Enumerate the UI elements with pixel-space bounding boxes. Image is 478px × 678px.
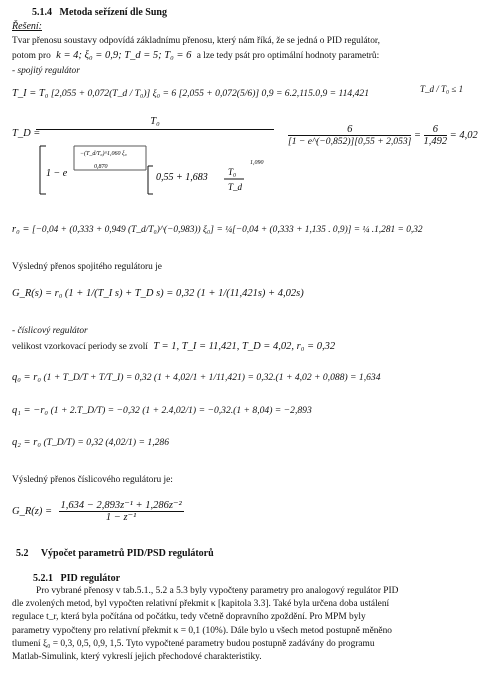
svg-text:T_d: T_d [228,182,243,192]
paragraph-line: parametry vypočteny pro relativní překmit κ = 0,1 (10%). Dále bylo u všech metod postupně měněno [12,625,392,636]
equation-q1: q₁ = −r₀ (1 + 2.T_D/T) = −0,32 (1 + 2.4,02/1) = −0,32.(1 + 8,04) = −2,893 [12,405,312,416]
section-heading-52: 5.2 Výpočet parametrů PID/PSD regulátorů [16,548,214,559]
intro-line-1: Tvar přenosu soustavy odpovídá základnímu přenosu, který nám říká, že se jedná o PID regulátor, [12,36,381,46]
continuous-transfer-label: Výsledný přenos spojitého regulátoru je [12,262,162,272]
svg-text:1 − e: 1 − e [46,168,68,179]
paragraph-line: Matlab-Simulink, který vykreslí jejich přechodové charakteristiky. [12,652,262,663]
q2-result: = 1,286 [138,437,170,448]
equation-ti: T_I = T₀ [2,055 + 0,072(T_d / T₀)] ξ₀ = 6 [2,055 + 0,072(5/6)] 0,9 = 6.2,115.0,9 = 114,421 [12,88,370,99]
body-paragraph [12,585,459,664]
equation-q2: q₂ = r₀ (T_D/T) = 0,32 (4,02/1) = 1,286 [12,437,170,448]
sampling-values: T = 1, T_I = 11,421, T_D = 4,02, r₀ = 0,32 [153,341,336,352]
svg-text:T₀: T₀ [228,167,237,177]
section-heading-514 [32,7,167,18]
r0-result: = ¼[−0,04 + (0,333 + 1,135 . 0,9)] = ¼ .1,281 = 0,32 [216,225,423,235]
paragraph-line: regulace t_r, která byla počítána od počátku, tedy včetně dopravního zpoždění. Pro MPM byly [12,612,366,623]
equation-gr-z: G_R(z) = $\frac{\text{1,634 − 2,893z⁻¹ + 1,286z⁻²}}{\text{1 − z⁻¹}}$ [12,500,182,523]
intro-line-2: potom pro k = 4; ξ₀ = 0,9; T_d = 5; T₀ = 6 a lze tedy psát pro optimální hodnoty parametrů: [12,50,380,61]
equation-gr-s: G_R(s) = r₀ (1 + 1/(T_I s) + T_D s) = 0,32 (1 + 1/(11,421s) + 4,02s) [12,288,304,299]
q0-result: = 0,32.(1 + 4,02 + 0,088) = 1,634 [247,372,381,383]
paragraph-line: dle zvolených metod, byl vypočten relativní překmit κ [kapitola 3.3]. Také byla určena doba ustálení [12,599,390,610]
equation-q0: q₀ = r₀ (1 + T_D/T + T/T_I) = 0,32 (1 + 4,02/1 + 1/11,421) = 0,32.(1 + 4,02 + 0,088) = 1,634 [12,372,381,383]
svg-text:1,090: 1,090 [250,160,264,166]
equation-td-fraction: T₀ [36,116,274,130]
solution-label: Řešení: [12,21,42,32]
equation-r0: r₀ = [−0,04 + (0,333 + 0,949 (T_d/T₀)^(−0,983)) ξ₀] = ¼[−0,04 + (0,333 + 1,135 . 0,9)] = ¼ .1,281 = 0,32 [12,224,423,235]
section-title: Metoda seřízení dle Sung [59,7,167,18]
condition-td-t0: T_d / T₀ ≤ 1 [420,84,464,94]
paragraph-line: tlumení ξ₀ = 0,3, 0,5, 0,9, 1,5. Tyto vypočtené parametry budou postupně zadávány do programu [12,638,375,649]
discrete-regulator-label: - číslicový regulátor [12,326,88,336]
digital-transfer-label: Výsledný přenos číslicového regulátoru je: [12,475,173,485]
equation-td: T_D = [12,128,41,139]
paragraph-line: Pro vybrané přenosy v tab.5.1., 5.2 a 5.3 byly vypočteny parametry pro analogový regulátor PID [36,586,399,596]
td-result: = 4,02 [449,129,478,141]
svg-text:−(T_d/T₀)^1,060 ξ₀: −(T_d/T₀)^1,060 ξ₀ [80,151,127,157]
svg-text:0,870: 0,870 [94,164,108,170]
equation-td-denominator [36,142,276,198]
equation-ti-body: [2,055 + 0,072(T_d / T₀)] ξ₀ = 6 [2,055 + 0,072(5/6)] 0,9 = 6.2,115.0,9 = 114,421 [50,88,370,99]
section-heading-521: 5.2.1 PID regulátor [33,573,121,584]
sampling-period-line: velikost vzorkovací periody se zvolí T = 1, T_I = 11,421, T_D = 4,02, r₀ = 0,32 [12,341,336,352]
plant-parameters: k = 4; ξ₀ = 0,9; T_d = 5; T₀ = 6 [56,50,192,61]
svg-text:0,55 + 1,683: 0,55 + 1,683 [156,172,208,183]
q1-result: = −0,32.(1 + 8,04) = −2,893 [198,405,312,416]
continuous-regulator-label: - spojitý regulátor [12,66,80,76]
equation-td-rhs: $\frac{6}{[1 - e\^{}(-0,852)][0,55 + 2,053]}$ = $\frac{6}{1,492}$ = 4,02 [288,124,478,147]
section-number: 5.1.4 [32,7,52,18]
